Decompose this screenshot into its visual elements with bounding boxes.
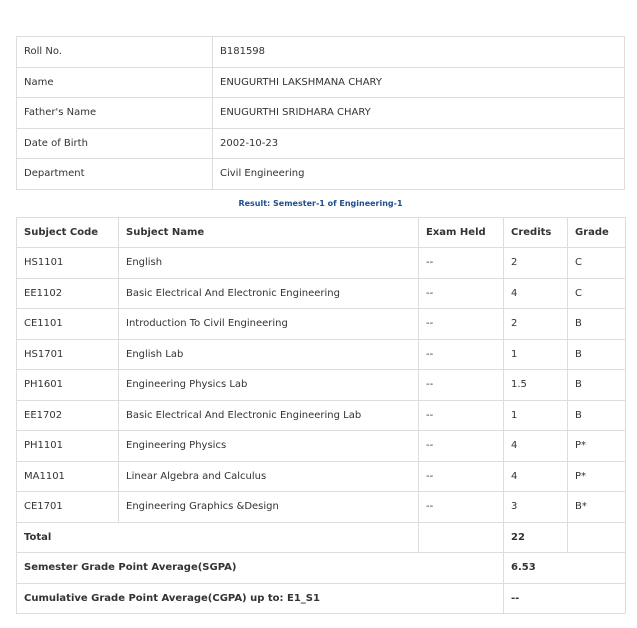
table-row [17,461,626,492]
credits: 3 [504,492,568,523]
cgpa-value: -- [504,583,626,614]
table-row [17,309,626,340]
header-credits: Credits [504,217,568,248]
sgpa-row [17,553,626,584]
subject-code: CE1701 [17,492,119,523]
subject-name: Engineering Physics [119,431,419,462]
subject-code: MA1101 [17,461,119,492]
info-label: Name [17,67,213,98]
total-exam-empty [419,522,504,553]
grade: P* [568,431,626,462]
exam-held: -- [419,400,504,431]
table-row [17,492,626,523]
info-label: Roll No. [17,37,213,68]
result-caption: Result: Semester-1 of Engineering-1 [238,198,403,208]
total-grade-empty [568,522,626,553]
subject-code: PH1601 [17,370,119,401]
exam-held: -- [419,431,504,462]
credits: 4 [504,461,568,492]
exam-held: -- [419,248,504,279]
total-credits: 22 [504,522,568,553]
table-row [17,400,626,431]
subject-name: Engineering Physics Lab [119,370,419,401]
info-value: ENUGURTHI SRIDHARA CHARY [213,98,625,129]
results-table [16,217,626,615]
student-info-row [17,159,625,190]
subject-name: Introduction To Civil Engineering [119,309,419,340]
table-row [17,278,626,309]
header-grade: Grade [568,217,626,248]
subject-name: English Lab [119,339,419,370]
cgpa-label: Cumulative Grade Point Average(CGPA) up to: E1_S1 [17,583,504,614]
subject-code: EE1702 [17,400,119,431]
subject-code: EE1102 [17,278,119,309]
result-page [16,36,625,614]
student-info-row [17,98,625,129]
exam-held: -- [419,492,504,523]
subject-name: Linear Algebra and Calculus [119,461,419,492]
cgpa-row [17,583,626,614]
info-label: Department [17,159,213,190]
total-row [17,522,626,553]
student-info-row [17,128,625,159]
subject-name: Basic Electrical And Electronic Engineering [119,278,419,309]
grade: P* [568,461,626,492]
subject-name: Engineering Graphics &Design [119,492,419,523]
subject-name: English [119,248,419,279]
subject-name: Basic Electrical And Electronic Engineering Lab [119,400,419,431]
credits: 1 [504,400,568,431]
table-row [17,248,626,279]
subject-code: PH1101 [17,431,119,462]
grade: B [568,309,626,340]
exam-held: -- [419,339,504,370]
exam-held: -- [419,278,504,309]
subject-code: CE1101 [17,309,119,340]
header-subject-code: Subject Code [17,217,119,248]
student-info-row [17,67,625,98]
info-value: Civil Engineering [213,159,625,190]
results-header-row [17,217,626,248]
credits: 2 [504,248,568,279]
grade: C [568,248,626,279]
credits: 2 [504,309,568,340]
student-info-row [17,37,625,68]
table-row [17,370,626,401]
info-value: B181598 [213,37,625,68]
exam-held: -- [419,461,504,492]
credits: 4 [504,431,568,462]
subject-code: HS1701 [17,339,119,370]
header-exam-held: Exam Held [419,217,504,248]
credits: 4 [504,278,568,309]
info-label: Date of Birth [17,128,213,159]
sgpa-label: Semester Grade Point Average(SGPA) [17,553,504,584]
total-label: Total [17,522,419,553]
grade: B [568,370,626,401]
subject-code: HS1101 [17,248,119,279]
exam-held: -- [419,309,504,340]
credits: 1.5 [504,370,568,401]
info-value: ENUGURTHI LAKSHMANA CHARY [213,67,625,98]
credits: 1 [504,339,568,370]
table-row [17,431,626,462]
table-row [17,339,626,370]
header-subject-name: Subject Name [119,217,419,248]
info-value: 2002-10-23 [213,128,625,159]
grade: B [568,400,626,431]
exam-held: -- [419,370,504,401]
sgpa-value: 6.53 [504,553,626,584]
grade: C [568,278,626,309]
info-label: Father's Name [17,98,213,129]
student-info-table [16,36,625,190]
grade: B [568,339,626,370]
grade: B* [568,492,626,523]
